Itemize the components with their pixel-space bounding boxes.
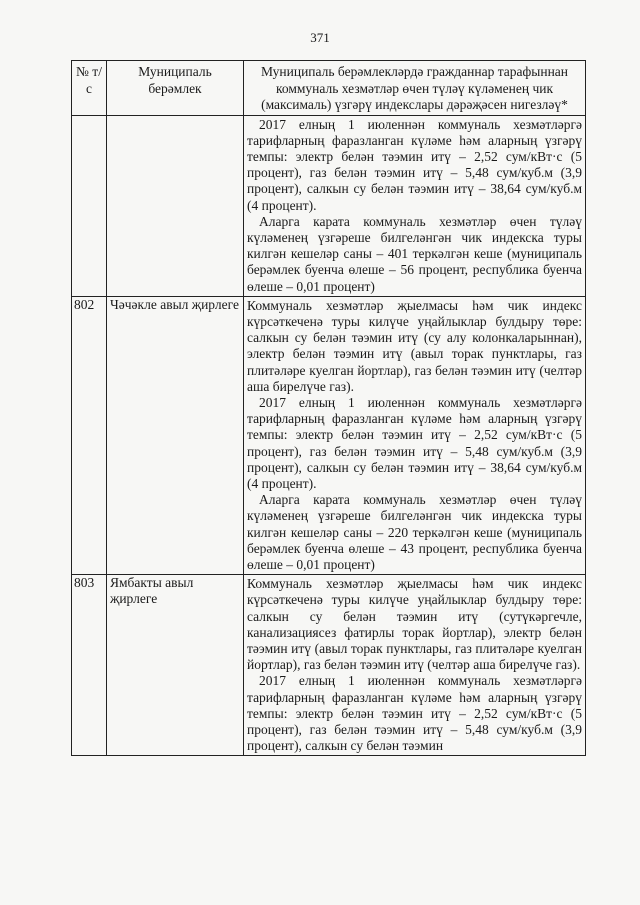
table-row xyxy=(72,575,586,756)
row-num xyxy=(72,115,107,296)
row-municipality: Ямбакты авыл җирлеге xyxy=(107,575,244,756)
row-basis xyxy=(244,296,586,574)
row-paragraph: Аларга карата коммуналь хезмәтләр өчен түләү күләменең үзгәреше билгеләнгән чик индекска туры килгән кешеләр саны – 220 теркәлгән кеше (муниципаль берәмлек буенча өлеше – 43 процент, республика буенча өлеше – 0,01 процент) xyxy=(247,492,582,572)
row-paragraph: Аларга карата коммуналь хезмәтләр өчен түләү күләменең үзгәреше билгеләнгән чик индекска туры килгән кешеләр саны – 401 теркәлгән кеше (муниципаль берәмлек буенча өлеше – 56 процент, республика буенча өлеше – 0,01 процент) xyxy=(247,213,582,294)
table-row xyxy=(72,296,586,574)
row-paragraph: 2017 елның 1 июленнән коммуналь хезмәтләргә тарифларның фаразланган күләме һәм аларның үзгәрү темпы: электр белән тәэмин итү – 2,52 сум/кВт·с (5 процент), газ белән тәэмин итү – 5,48 сум/куб.м (3,9 процент), салкын су белән тәэмин итү – 38,64 сум/куб.м (4 процент). xyxy=(247,116,582,213)
row-paragraph: 2017 елның 1 июленнән коммуналь хезмәтләргә тарифларның фаразланган күләме һәм аларның үзгәрү темпы: электр белән тәэмин итү – 2,52 сум/кВт·с (5 процент), газ белән тәэмин итү – 5,48 сум/куб.м (3,9 процент), салкын су белән тәэмин итү – 38,64 сум/куб.м (4 процент). xyxy=(247,394,582,491)
row-municipality: Чәчәкле авыл җирлеге xyxy=(107,296,244,574)
table-row xyxy=(72,115,586,296)
table-header-row xyxy=(72,61,586,116)
indexes-table xyxy=(71,60,586,756)
row-paragraph: Коммуналь хезмәтләр җыелмасы һәм чик индекс күрсәткеченә туры килүче уңайлыклар булдыру төре: салкын су белән тәэмин итү (сутүкәргечле, канализациясез фатирлы торак йортлар), электр белән тәэмин итү (авыл торак пунктлары, газ плитәләре куелган йортлар), газ белән тәэмин итү (челтәр аша бирелүче газ). xyxy=(247,576,582,673)
row-paragraph: Коммуналь хезмәтләр җыелмасы һәм чик индекс күрсәткеченә туры килүче уңайлыклар булдыру төре: салкын су белән тәэмин итү (су алу колонкаларыннан), электр белән тәэмин итү (авыл торак пунктлары, газ плитәләре куелган йортлар), газ белән тәэмин итү (челтәр аша бирелүче газ). xyxy=(247,297,582,394)
row-paragraph: 2017 елның 1 июленнән коммуналь хезмәтләргә тарифларның фаразланган күләме һәм аларның үзгәрү темпы: электр белән тәэмин итү – 2,52 сум/кВт·с (5 процент), газ белән тәэмин итү – 5,48 сум/куб.м (3,9 процент), салкын су белән тәэмин xyxy=(247,673,582,754)
row-municipality xyxy=(107,115,244,296)
row-basis xyxy=(244,575,586,756)
row-num: 803 xyxy=(72,575,107,756)
row-num: 802 xyxy=(72,296,107,574)
row-basis xyxy=(244,115,586,296)
header-basis: Муниципаль берәмлекләрдә гражданнар тарафыннан коммуналь хезмәтләр өчен түләү күләменең чик (максималь) үзгәрү индекслары дәрәҗәсен нигезләү* xyxy=(244,61,586,116)
page-number: 371 xyxy=(310,30,330,45)
header-num: № т/с xyxy=(72,61,107,116)
header-municipality: Муниципаль берәмлек xyxy=(107,61,244,116)
